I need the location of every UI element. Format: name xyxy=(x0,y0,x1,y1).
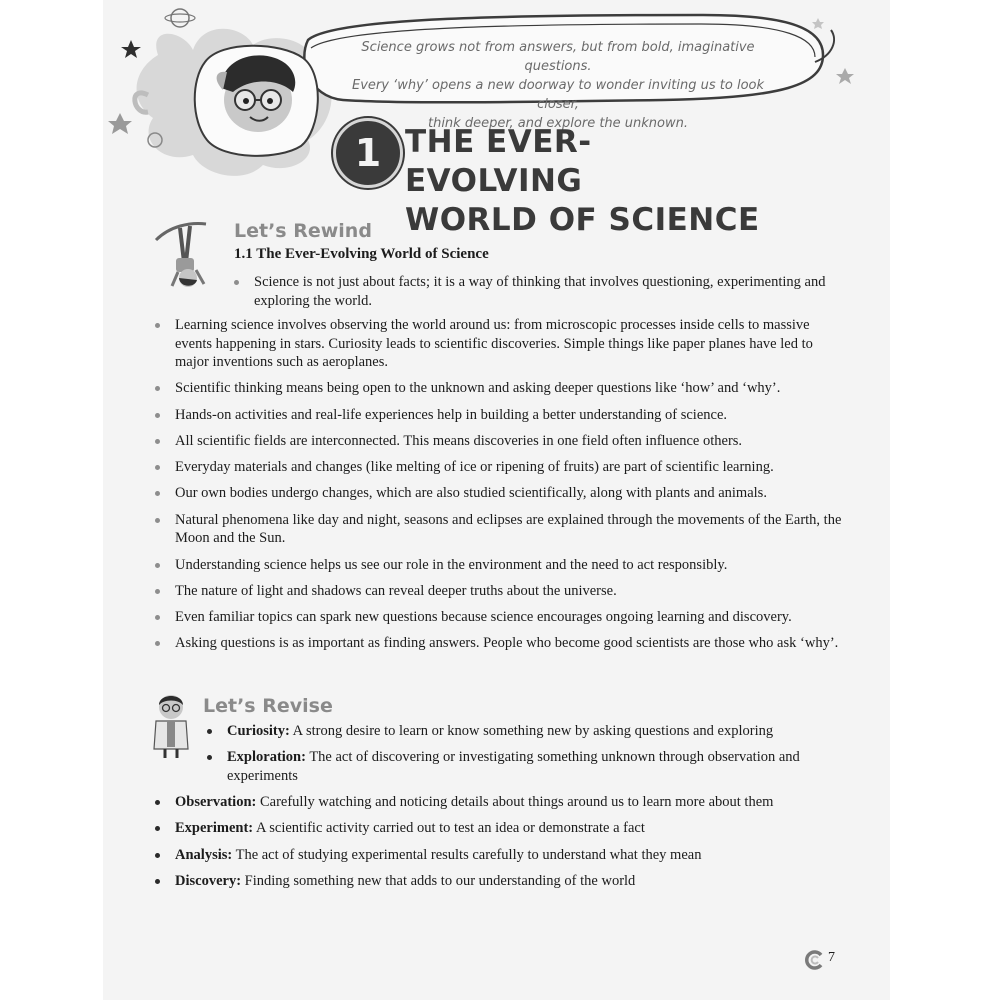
star-icon xyxy=(812,18,824,29)
glossary-item xyxy=(175,793,843,812)
list-item: Asking questions is as important as finding answers. People who become good scientists are those who ask ‘why’. xyxy=(175,634,843,653)
list-item: Everyday materials and changes (like melting of ice or ripening of fruits) are part of scientific learning. xyxy=(175,458,843,477)
list-item: Scientific thinking means being open to the unknown and asking deeper questions like ‘how’ and ‘why’. xyxy=(175,379,843,398)
quote-line: think deeper, and explore the unknown. xyxy=(427,116,688,131)
glossary-item xyxy=(175,872,843,891)
list-item: All scientific fields are interconnected. This means discoveries in one field often influence others. xyxy=(175,432,843,451)
glossary-definition: Carefully watching and noticing details about things around us to learn more about them xyxy=(256,794,774,810)
glossary-term: Discovery: xyxy=(175,872,242,889)
rewind-bullet-list xyxy=(175,316,843,661)
star-icon xyxy=(121,40,141,58)
list-item: The nature of light and shadows can reveal deeper truths about the universe. xyxy=(175,582,843,601)
list-item: Natural phenomena like day and night, seasons and eclipses are explained through the movements of the Earth, the Moon and the Sun. xyxy=(175,511,842,547)
star-icon xyxy=(836,68,854,84)
glossary-item xyxy=(227,748,837,785)
chapter-title xyxy=(405,123,765,240)
glossary-item xyxy=(175,819,843,838)
quote-line: Every ‘why’ opens a new doorway to wonder inviting us to look closer, xyxy=(351,78,764,112)
chapter-title-line: THE EVER-EVOLVING xyxy=(405,124,592,199)
glossary-definition: A scientific activity carried out to test an idea or demonstrate a fact xyxy=(253,820,645,837)
glossary-definition: A strong desire to learn or know something new by asking questions and exploring xyxy=(289,723,774,739)
glossary-definition: The act of discovering or investigating something unknown through observation and experiments xyxy=(227,749,800,784)
list-item: Hands-on activities and real-life experiences help in building a better understanding of science. xyxy=(175,406,843,425)
glossary-definition: The act of studying experimental results carefully to understand what they mean xyxy=(232,846,702,863)
revise-first-list xyxy=(227,722,837,793)
lets-rewind-heading: Let’s Rewind xyxy=(234,220,372,242)
glossary-term: Experiment: xyxy=(175,820,254,837)
publisher-logo-icon xyxy=(805,950,825,970)
glossary-definition: Finding something new that adds to our understanding of the world xyxy=(241,872,636,889)
list-item: Even familiar topics can spark new questions because science encourages ongoing learning and discovery. xyxy=(175,608,843,627)
list-item: Our own bodies undergo changes, which are also studied scientifically, along with plants and animals. xyxy=(175,484,843,503)
glossary-term: Analysis: xyxy=(175,846,233,863)
boy-in-lab-coat-icon xyxy=(150,693,192,759)
glossary-term: Observation: xyxy=(175,794,257,810)
star-icon xyxy=(108,113,132,134)
list-item: Science is not just about facts; it is a way of thinking that involves questioning, experimenting and exploring the world. xyxy=(254,273,834,310)
revise-bullet-list xyxy=(175,793,843,898)
chapter-number-badge: 1 xyxy=(333,118,403,188)
list-item: Learning science involves observing the world around us: from microscopic processes inside cells to massive events happening in stars. Curiosity leads to scientific discoveries. Simple things like paper planes have led to major inventions such as aeroplanes. xyxy=(175,316,843,372)
page-number: 7 xyxy=(828,950,835,965)
glossary-item xyxy=(227,722,837,741)
glossary-term: Curiosity: xyxy=(227,723,290,739)
quote-line: Science grows not from answers, but from bold, imaginative questions. xyxy=(361,40,755,74)
lets-revise-heading: Let’s Revise xyxy=(203,695,333,717)
rewind-first-list xyxy=(254,273,834,318)
girl-doing-handstand-icon xyxy=(150,218,218,290)
glossary-item xyxy=(175,846,843,865)
list-item: Understanding science helps us see our role in the environment and the need to act responsibly. xyxy=(175,556,843,575)
chapter-title-line: WORLD OF SCIENCE xyxy=(405,202,760,238)
glossary-term: Exploration: xyxy=(227,749,306,766)
section-subheading: 1.1 The Ever-Evolving World of Science xyxy=(234,246,489,262)
chapter-quote xyxy=(338,38,778,133)
